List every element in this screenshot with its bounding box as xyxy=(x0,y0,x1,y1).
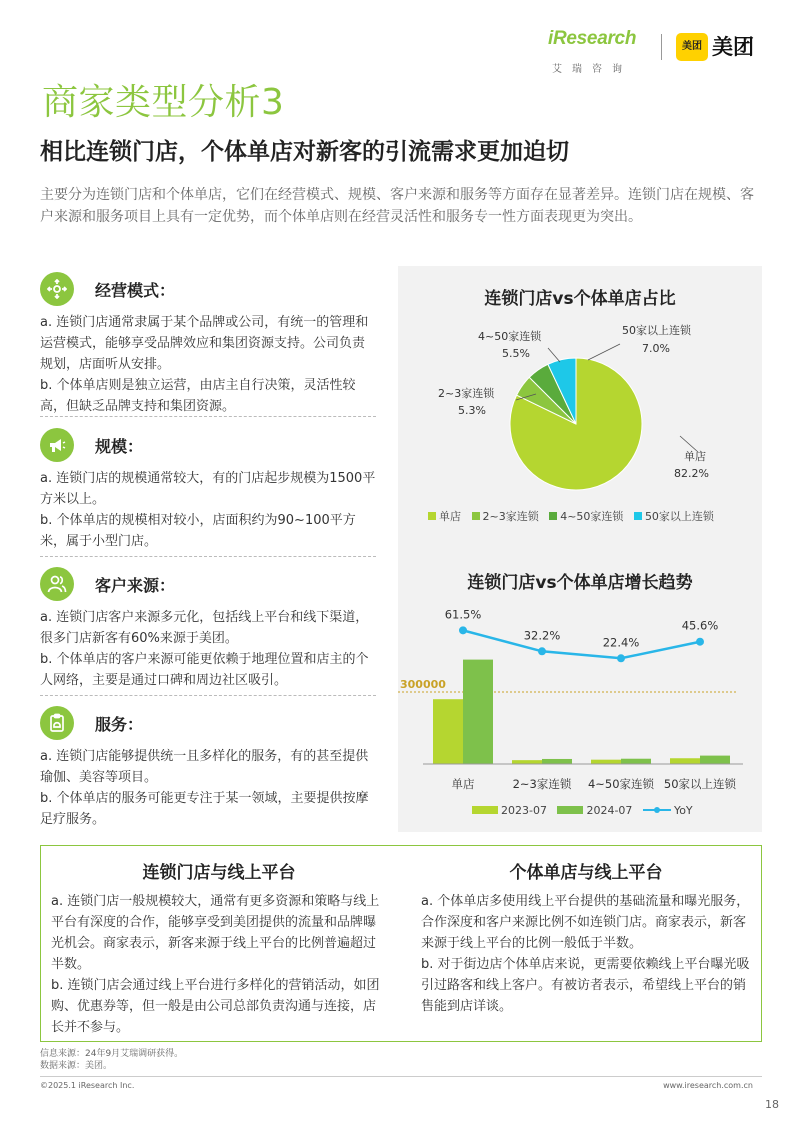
legend-item: 4~50家连锁 xyxy=(549,508,623,524)
clipboard-icon xyxy=(40,706,74,740)
section-line: b. 个体单店的规模相对较小，店面积约为90~100平方米，属于小型门店。 xyxy=(40,513,356,549)
pie-label-category: 4~50家连锁 xyxy=(478,330,542,343)
move-arrows-icon xyxy=(40,272,74,306)
megaphone-icon xyxy=(40,428,74,462)
reference-line-label: 300000 xyxy=(400,678,446,691)
bar-2024-07-0 xyxy=(463,660,493,764)
source-line: 数据来源：美团。 xyxy=(40,1061,113,1071)
yoy-point xyxy=(459,626,467,634)
section-service xyxy=(40,706,376,830)
column-line: a. 连锁门店一般规模较大，通常有更多资源和策略与线上平台有深度的合作，能够享受到美团提供的流量和品牌曝光机会。商家表示，新客来源于线上平台的比例普遍超过半数。 xyxy=(51,894,380,972)
yoy-label: 61.5% xyxy=(444,607,482,622)
bar-2023-07-3 xyxy=(670,758,700,764)
x-tick-label: 2~3家连锁 xyxy=(512,777,572,791)
column-line: b. 连锁门店会通过线上平台进行多样化的营销活动，如团购、优惠券等，但一般是由公司总部负责沟通与连接，店长并不参与。 xyxy=(51,978,380,1035)
column-title: 连锁门店与线上平台 xyxy=(142,863,296,883)
pie-label-value: 5.5% xyxy=(502,347,530,360)
column-line: a. 个体单店多使用线上平台提供的基础流量和曝光服务，合作深度和客户来源比例不如连锁门店。商家表示，新客来源于线上平台的比例一般低于半数。 xyxy=(421,894,750,951)
meituan-logo-badge: 美团 xyxy=(676,33,708,61)
pie-label-value: 7.0% xyxy=(642,342,670,355)
chart-panel xyxy=(398,266,762,832)
legend-item: 2024-07 xyxy=(557,804,632,817)
footer-divider xyxy=(40,1076,762,1077)
pie-label-category: 单店 xyxy=(684,450,706,463)
page-number: 18 xyxy=(765,1098,779,1111)
yoy-line xyxy=(463,630,700,658)
chain-store-platform-column xyxy=(51,846,387,1038)
legend-item: YoY xyxy=(643,804,693,817)
section-title: 经营模式： xyxy=(95,281,176,300)
bar-2024-07-1 xyxy=(542,759,572,764)
iresearch-logo-subtext: 艾瑞咨询 xyxy=(552,64,632,75)
section-business-model xyxy=(40,272,376,417)
legend-item: 50家以上连锁 xyxy=(634,508,714,524)
section-line: a. 连锁门店的规模通常较大，有的门店起步规模为1500平方米以上。 xyxy=(40,471,376,507)
bar-legend xyxy=(472,804,700,817)
pie-chart xyxy=(398,314,762,524)
section-line: b. 个体单店则是独立运营，由店主自行决策，灵活性较高，但缺乏品牌支持和集团资源。 xyxy=(40,378,356,414)
pie-label-category: 50家以上连锁 xyxy=(622,324,691,337)
platform-comparison-box xyxy=(40,845,762,1042)
x-tick-label: 单店 xyxy=(451,777,475,791)
source-line: 信息来源：24年9月艾瑞调研获得。 xyxy=(40,1049,184,1059)
pie-leader-line xyxy=(548,348,560,362)
section-scale xyxy=(40,428,376,552)
pie-chart-title: 连锁门店vs个体单店占比 xyxy=(484,289,676,309)
section-title: 服务： xyxy=(95,715,144,734)
yoy-point xyxy=(696,638,704,646)
pie-legend xyxy=(428,508,721,524)
yoy-label: 45.6% xyxy=(681,618,719,633)
x-tick-label: 50家以上连锁 xyxy=(663,777,737,791)
yoy-point xyxy=(538,647,546,655)
section-divider xyxy=(40,556,376,557)
page-title: 商家类型分析3 xyxy=(42,82,285,123)
bar-chart xyxy=(398,596,762,796)
legend-item: 2~3家连锁 xyxy=(472,508,539,524)
single-store-platform-column xyxy=(421,846,751,1017)
yoy-point xyxy=(617,654,625,662)
pie-label-value: 82.2% xyxy=(674,467,709,480)
section-divider xyxy=(40,695,376,696)
users-icon xyxy=(40,567,74,601)
bar-2024-07-3 xyxy=(700,756,730,764)
intro-paragraph: 主要分为连锁门店和个体单店，它们在经营模式、规模、客户来源和服务等方面存在显著差异。连锁门店在规模、客户来源和服务项目上具有一定优势，而个体单店则在经营灵活性和服务专一性方面表现更为突出。 xyxy=(40,187,754,225)
section-customer-source xyxy=(40,567,376,691)
section-line: b. 个体单店的服务可能更专注于某一领域，主要提供按摩足疗服务。 xyxy=(40,791,369,827)
page-subtitle: 相比连锁门店，个体单店对新客的引流需求更加迫切 xyxy=(40,139,569,165)
column-line: b. 对于街边店个体单店来说，更需要依赖线上平台曝光吸引过路客和线上客户。有被访者表示，希望线上平台的销售能到店详谈。 xyxy=(421,957,750,1014)
x-tick-label: 4~50家连锁 xyxy=(587,777,655,791)
copyright: ©2025.1 iResearch Inc. xyxy=(40,1081,135,1090)
bar-2023-07-2 xyxy=(591,760,621,764)
source-note xyxy=(40,1048,183,1072)
section-title: 客户来源： xyxy=(95,576,176,595)
column-title: 个体单店与线上平台 xyxy=(509,863,663,883)
section-line: b. 个体单店的客户来源可能更依赖于地理位置和店主的个人网络，主要是通过口碑和周边社区吸引。 xyxy=(40,652,369,688)
section-line: a. 连锁门店能够提供统一且多样化的服务，有的甚至提供瑜伽、美容等项目。 xyxy=(40,749,369,785)
logo-divider xyxy=(661,34,662,60)
pie-leader-line xyxy=(588,344,620,360)
bar-2024-07-2 xyxy=(621,759,651,764)
bar-2023-07-0 xyxy=(433,699,463,764)
section-line: a. 连锁门店通常隶属于某个品牌或公司，有统一的管理和运营模式，能够享受品牌效应和集团资源支持。公司负责规划，店面听从安排。 xyxy=(40,315,369,372)
meituan-logo-text: 美团 xyxy=(712,35,754,59)
iresearch-logo-text: iResearch xyxy=(548,28,637,49)
section-divider xyxy=(40,416,376,417)
website: www.iresearch.com.cn xyxy=(663,1081,753,1090)
legend-item: 2023-07 xyxy=(472,804,547,817)
bar-chart-title: 连锁门店vs个体单店增长趋势 xyxy=(467,573,693,593)
section-line: a. 连锁门店客户来源多元化，包括线上平台和线下渠道，很多门店新客有60%来源于美团。 xyxy=(40,610,369,646)
pie-label-category: 2~3家连锁 xyxy=(438,387,495,400)
bar-2023-07-1 xyxy=(512,760,542,764)
yoy-label: 22.4% xyxy=(602,635,640,650)
pie-label-value: 5.3% xyxy=(458,404,486,417)
yoy-label: 32.2% xyxy=(523,628,561,643)
legend-item: 单店 xyxy=(428,508,461,524)
iresearch-logo xyxy=(548,24,648,74)
section-title: 规模： xyxy=(95,437,144,456)
